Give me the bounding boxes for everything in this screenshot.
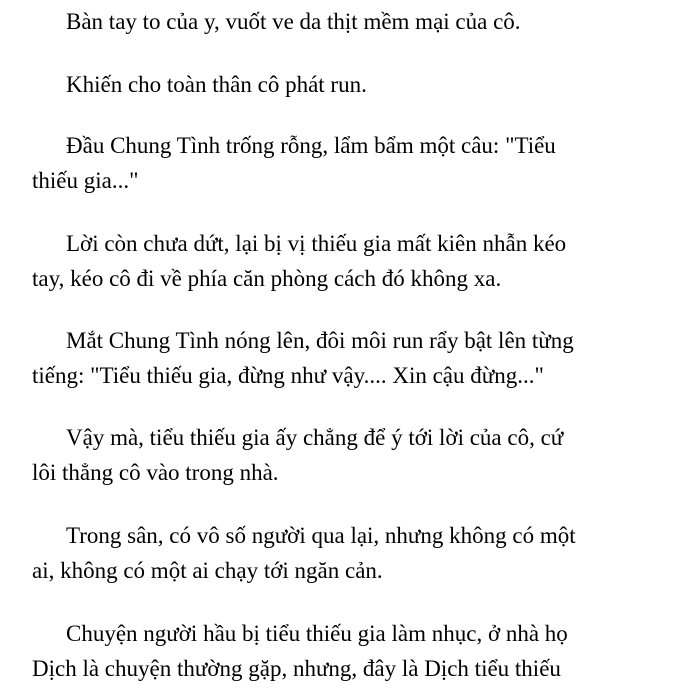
paragraph-line: Bàn tay to của y, vuốt ve da thịt mềm mại của cô. — [66, 9, 521, 34]
paragraph-line: Lời còn chưa dứt, lại bị vị thiếu gia mất kiên nhẫn kéo — [66, 231, 567, 256]
paragraph-line: ai, không có một ai chạy tới ngăn cản. — [32, 558, 383, 583]
paragraph-2 — [32, 67, 662, 102]
paragraph-line: lôi thẳng cô vào trong nhà. — [32, 460, 279, 485]
paragraph-5 — [32, 323, 662, 393]
paragraph-8 — [32, 616, 662, 686]
paragraph-7 — [32, 518, 662, 588]
paragraph-line: thiếu gia..." — [32, 168, 139, 193]
paragraph-line: Vậy mà, tiểu thiếu gia ấy chẳng để ý tới lời của cô, cứ — [66, 425, 564, 450]
paragraph-line: Chuyện người hầu bị tiểu thiếu gia làm nhục, ở nhà họ — [66, 621, 568, 646]
paragraph-line: Dịch là chuyện thường gặp, nhưng, đây là Dịch tiểu thiếu — [32, 656, 561, 681]
paragraph-line: Đầu Chung Tình trống rỗng, lẩm bẩm một câu: "Tiểu — [66, 133, 556, 158]
paragraph-line: tiếng: "Tiểu thiếu gia, đừng như vậy.... Xin cậu đừng..." — [32, 363, 544, 388]
paragraph-6 — [32, 420, 662, 490]
paragraph-1 — [32, 4, 662, 39]
paragraph-line: tay, kéo cô đi về phía căn phòng cách đó không xa. — [32, 266, 502, 291]
paragraph-line: Mắt Chung Tình nóng lên, đôi môi run rẩy bật lên từng — [66, 328, 574, 353]
paragraph-3 — [32, 128, 662, 198]
paragraph-line: Trong sân, có vô số người qua lại, nhưng không có một — [66, 523, 576, 548]
paragraph-4 — [32, 226, 662, 296]
paragraph-line: Khiến cho toàn thân cô phát run. — [66, 72, 367, 97]
